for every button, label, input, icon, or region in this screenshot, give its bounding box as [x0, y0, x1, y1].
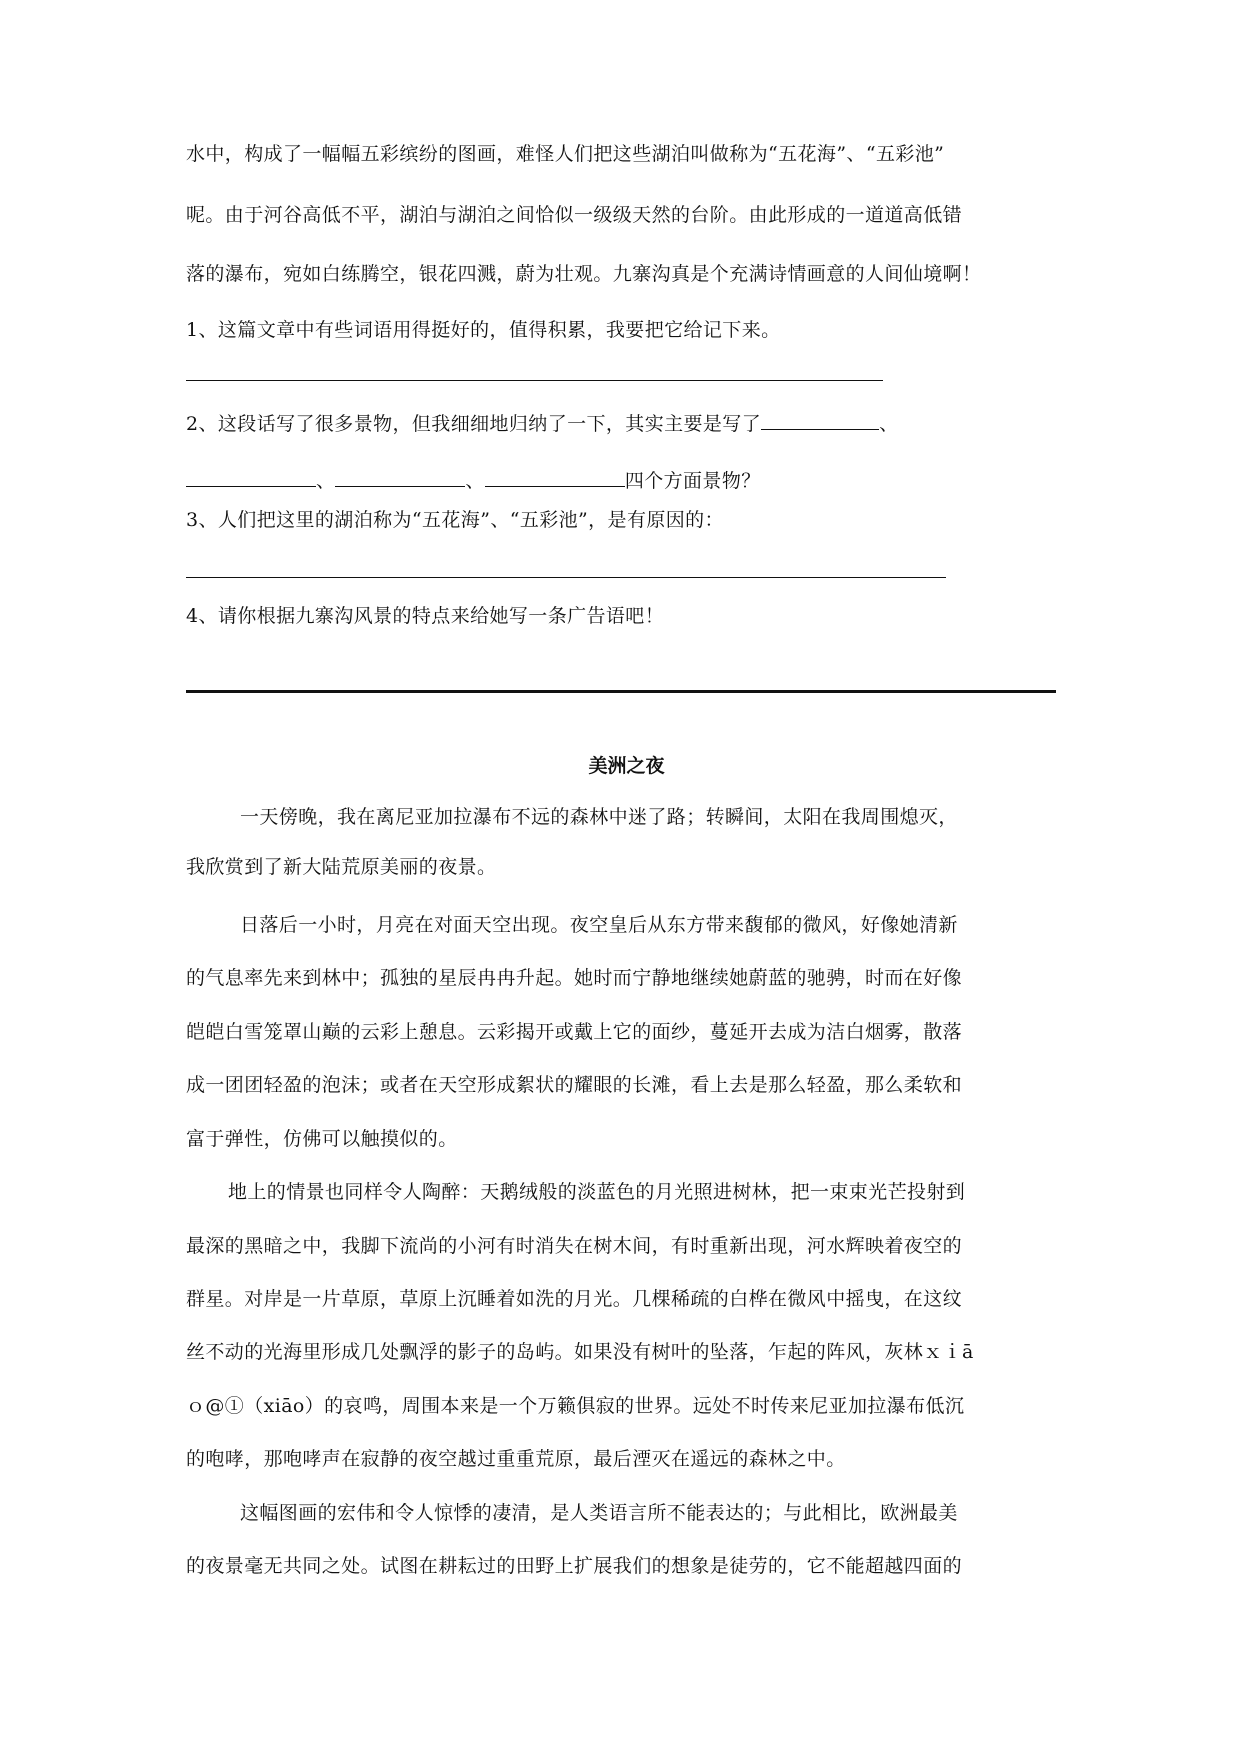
- article-line: 我欣赏到了新大陆荒原美丽的夜景。: [186, 856, 497, 878]
- question-2-separator: 、: [316, 470, 336, 492]
- question-2-continued: [186, 466, 761, 495]
- question-2-end: 四个方面景物？: [624, 470, 761, 492]
- article-line: 日落后一小时，月亮在对面天空出现。夜空皇后从东方带来馥郁的微风，好像她清新: [240, 914, 958, 936]
- article-line: 群星。对岸是一片草原，草原上沉睡着如洗的月光。几棵稀疏的白桦在微风中摇曳，在这纹: [186, 1288, 963, 1310]
- article-line: ｏ@①（xiāo）的哀鸣，周围本来是一个万籁俱寂的世界。远处不时传来尼亚加拉瀑布低沉: [186, 1395, 965, 1417]
- question-2-text: 2、这段话写了很多景物，但我细细地归纳了一下，其实主要是写了: [186, 413, 762, 435]
- article-line: 地上的情景也同样令人陶醉：天鹅绒般的淡蓝色的月光照进树林，把一束束光芒投射到: [228, 1181, 966, 1203]
- section-divider: [186, 690, 1056, 693]
- article-line: 的咆哮，那咆哮声在寂静的夜空越过重重荒原，最后湮灭在遥远的森林之中。: [186, 1448, 846, 1470]
- question-1: 1、这篇文章中有些词语用得挺好的，值得积累，我要把它给记下来。: [186, 319, 781, 341]
- article-line: 的气息率先来到林中；孤独的星辰冉冉升起。她时而宁静地继续她蔚蓝的驰骋，时而在好像: [186, 967, 963, 989]
- answer-blank-q2-3[interactable]: [335, 466, 465, 487]
- answer-blank-q2-1[interactable]: [761, 409, 879, 430]
- article-line: 富于弹性，仿佛可以触摸似的。: [186, 1128, 458, 1150]
- article-line: 这幅图画的宏伟和令人惊悸的凄清，是人类语言所不能表达的；与此相比，欧洲最美: [240, 1502, 958, 1524]
- question-2-separator: 、: [879, 413, 899, 435]
- article-line: 一天傍晚，我在离尼亚加拉瀑布不远的森林中迷了路；转瞬间，太阳在我周围熄灭，: [240, 806, 958, 828]
- article-line: 皑皑白雪笼罩山巅的云彩上憩息。云彩揭开或戴上它的面纱，蔓延开去成为洁白烟雾，散落: [186, 1021, 963, 1043]
- article-title: 美洲之夜: [588, 755, 665, 777]
- question-3: 3、人们把这里的湖泊称为“五花海”、“五彩池”，是有原因的：: [186, 509, 724, 531]
- passage-line: 落的瀑布，宛如白练腾空，银花四溅，蔚为壮观。九寨沟真是个充满诗情画意的人间仙境啊！: [186, 263, 982, 285]
- article-line: 丝不动的光海里形成几处飘浮的影子的岛屿。如果没有树叶的坠落，乍起的阵风，灰林ｘｉā: [186, 1341, 974, 1363]
- passage-line: 呢。由于河谷高低不平，湖泊与湖泊之间恰似一级级天然的台阶。由此形成的一道道高低错: [186, 204, 963, 226]
- question-2-separator: 、: [465, 470, 485, 492]
- article-line: 最深的黑暗之中，我脚下流尚的小河有时消失在树木间，有时重新出现，河水辉映着夜空的: [186, 1235, 963, 1257]
- article-line: 成一团团轻盈的泡沫；或者在天空形成絮状的耀眼的长滩，看上去是那么轻盈，那么柔软和: [186, 1074, 963, 1096]
- question-2: [186, 409, 899, 438]
- article-line: 的夜景毫无共同之处。试图在耕耘过的田野上扩展我们的想象是徒劳的，它不能超越四面的: [186, 1555, 963, 1577]
- answer-blank-q2-2[interactable]: [186, 466, 316, 487]
- answer-blank-q1-b[interactable]: [727, 380, 883, 381]
- answer-blank-q3[interactable]: [186, 577, 946, 578]
- passage-line: 水中，构成了一幅幅五彩缤纷的图画，难怪人们把这些湖泊叫做称为“五花海”、“五彩池”: [186, 143, 945, 165]
- answer-blank-q2-4[interactable]: [485, 466, 625, 487]
- answer-blank-q1-a[interactable]: [186, 380, 727, 381]
- question-4: 4、请你根据九寨沟风景的特点来给她写一条广告语吧！: [186, 605, 665, 627]
